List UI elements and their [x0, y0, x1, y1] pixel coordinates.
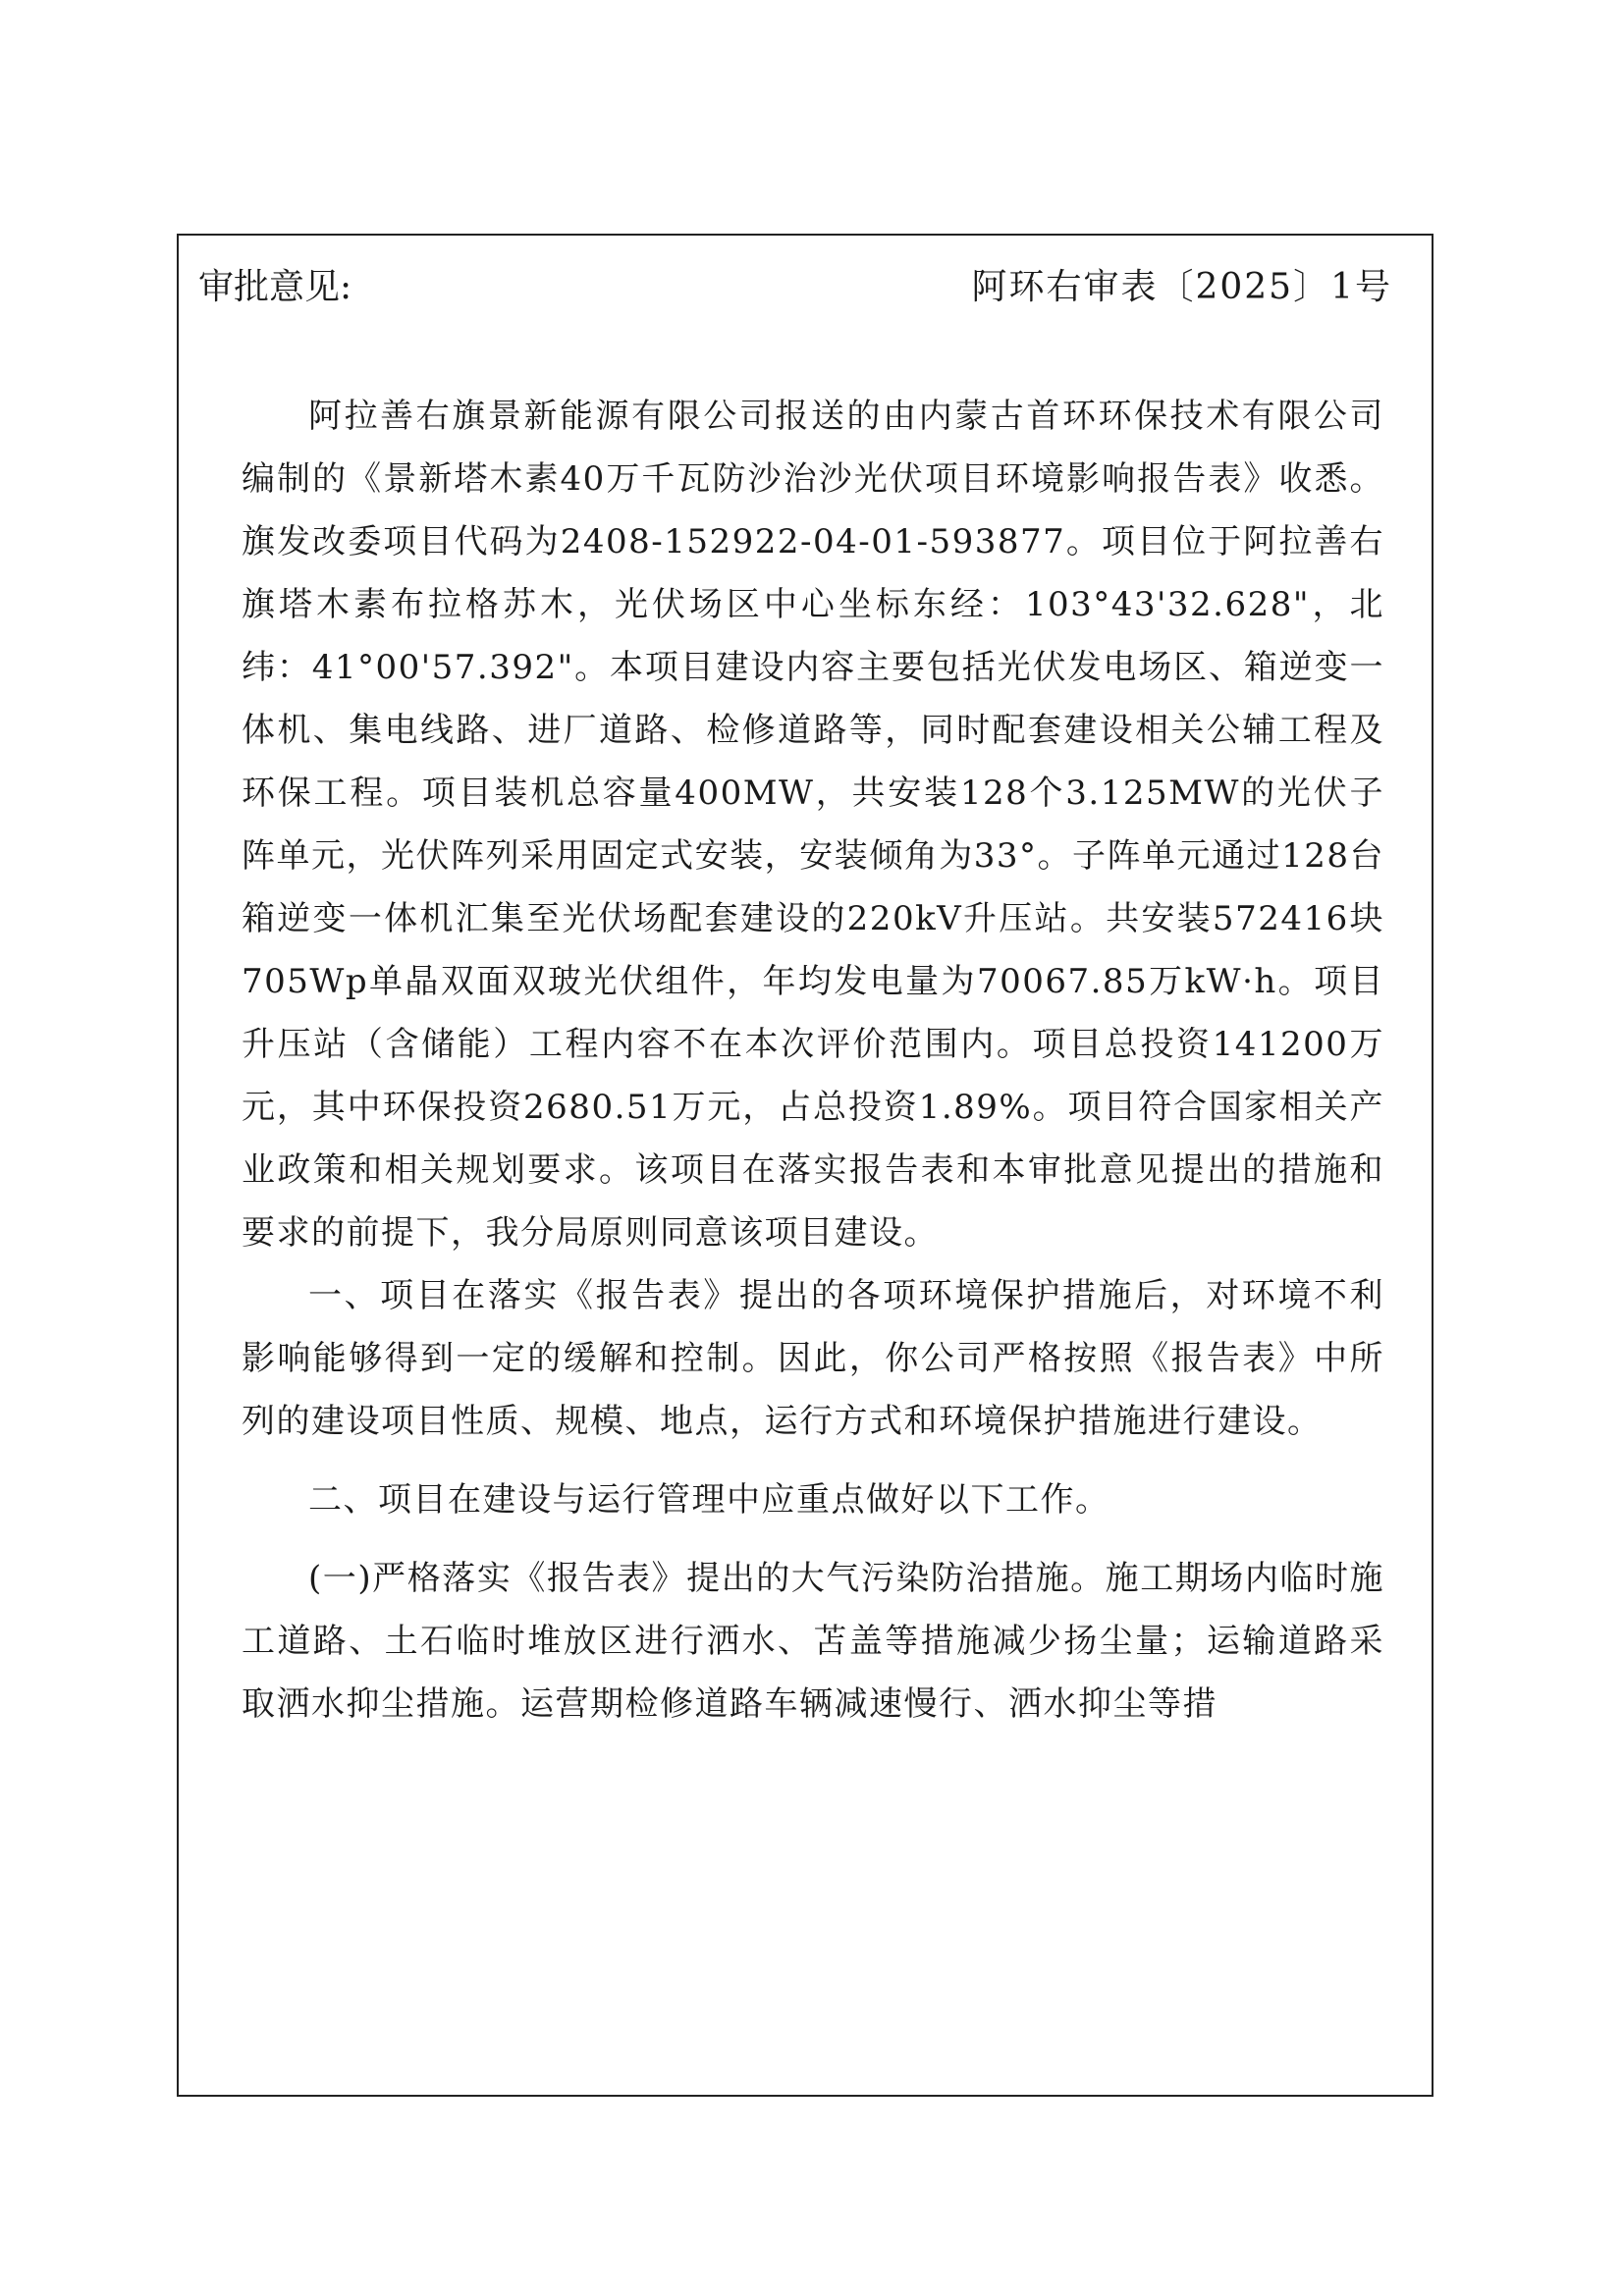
- approval-form-box: [177, 234, 1434, 2097]
- paragraph-item-1: 一、项目在落实《报告表》提出的各项环境保护措施后，对环境不利影响能够得到一定的缓解和控制。因此，你公司严格按照《报告表》中所列的建设项目性质、规模、地点，运行方式和环境保护措施进行建设。: [242, 1276, 1384, 1441]
- paragraph-item-2: 二、项目在建设与运行管理中应重点做好以下工作。: [308, 1480, 1110, 1520]
- paragraph-sub-item-1: (一)严格落实《报告表》提出的大气污染防治措施。施工期场内临时施工道路、土石临时堆放区进行洒水、苫盖等措施减少扬尘量；运输道路采取洒水抑尘措施。运营期检修道路车辆减速慢行、洒水抑尘等措: [242, 1559, 1384, 1724]
- paragraph-project-summary: 阿拉善右旗景新能源有限公司报送的由内蒙古首环环保技术有限公司编制的《景新塔木素40万千瓦防沙治沙光伏项目环境影响报告表》收悉。旗发改委项目代码为2408-152922-04-01-593877。项目位于阿拉善右旗塔木素布拉格苏木，光伏场区中心坐标东经：103°43'32.628"，北纬：41°00'57.392"。本项目建设内容主要包括光伏发电场区、箱逆变一体机、集电线路、进厂道路、检修道路等，同时配套建设相关公辅工程及环保工程。项目装机总容量400MW，共安装128个3.125MW的光伏子阵单元，光伏阵列采用固定式安装，安装倾角为33°。子阵单元通过128台箱逆变一体机汇集至光伏场配套建设的220kV升压站。共安装572416块705Wp单晶双面双玻光伏组件，年均发电量为70067.85万kW·h。项目升压站（含储能）工程内容不在本次评价范围内。项目总投资141200万元，其中环保投资2680.51万元，占总投资1.89%。项目符合国家相关产业政策和相关规划要求。该项目在落实报告表和本审批意见提出的措施和要求的前提下，我分局原则同意该项目建设。: [242, 397, 1384, 1253]
- approval-opinion-label: 审批意见:: [198, 267, 352, 307]
- form-header: [198, 263, 1392, 312]
- document-number: 阿环右审表〔2025〕1号: [971, 267, 1392, 307]
- approval-body: [242, 385, 1384, 1751]
